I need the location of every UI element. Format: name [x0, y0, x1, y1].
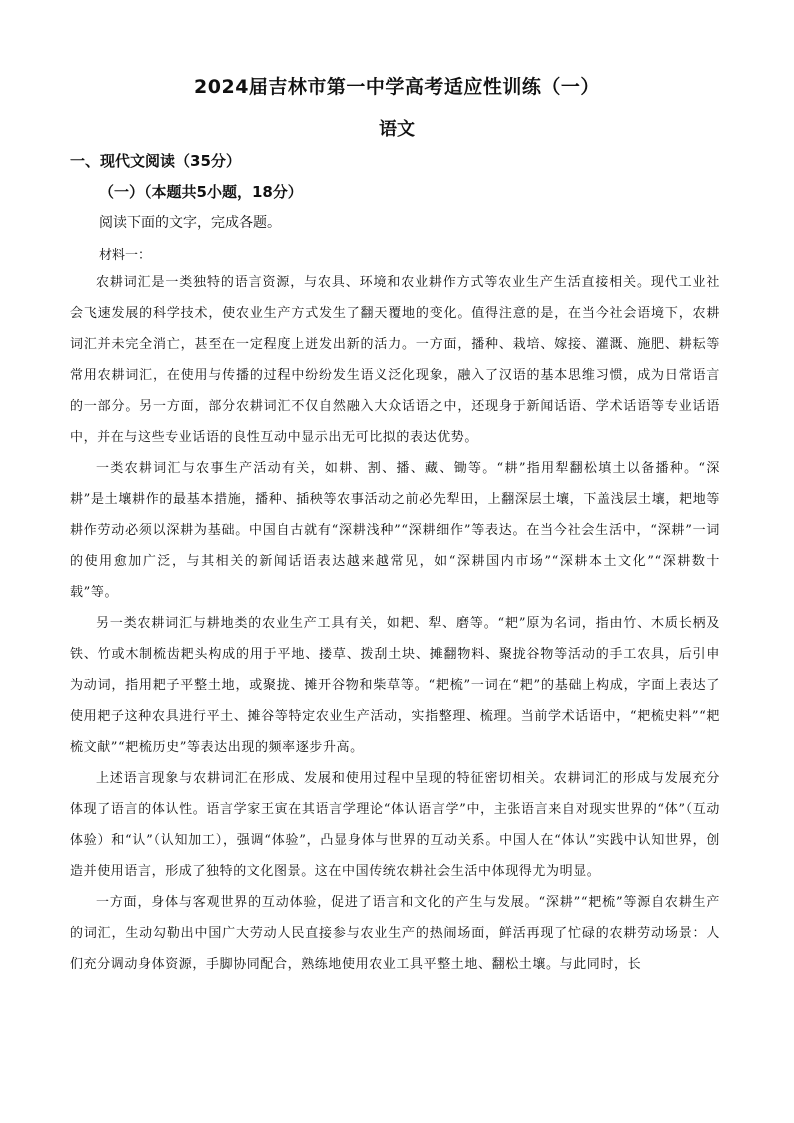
paragraph: 上述语言现象与农耕词汇在形成、发展和使用过程中呈现的特征密切相关。农耕词汇的形成与发展充分体现了语言的体认性。语言学家王寅在其语言学理论“体认语言学”中，主张语言来自对现实世界的“体”（互动体验）和“认”（认知加工），强调“体验”，凸显身体与世界的互动关系。中国人在“体认”实践中认知世界，创造并使用语言，形成了独特的文化图景。这在中国传统农耕社会生活中体现得尤为明显。: [70, 771, 720, 879]
document-subtitle: 语文: [379, 119, 415, 140]
document-title: 2024届吉林市第一中学高考适应性训练（一）: [194, 76, 600, 98]
paragraph: 一方面，身体与客观世界的互动体验，促进了语言和文化的产生与发展。“深耕”“耙梳”等源自农耕生产的词汇，生动勾勒出中国广大劳动人民直接参与农业生产的热闹场面，鲜活再现了忙碌的农耕劳动场景：人们充分调动身体资源，手脚协同配合，熟练地使用农业工具平整土地、翻松土壤。与此同时，长: [70, 895, 720, 972]
section-heading: 一、现代文阅读（35分）: [70, 152, 241, 170]
paragraph: 一类农耕词汇与农事生产活动有关，如耕、割、播、藏、锄等。“耕”指用犁翻松填土以备播种。“深耕”是土壤耕作的最基本措施，播种、插秧等农事活动之前必先犁田，上翻深层土壤，下盖浅层土壤，耙地等耕作劳动必须以深耕为基础。中国自古就有“深耕浅种”“深耕细作”等表达。在当今社会生活中，“深耕”一词的使用愈加广泛，与其相关的新闻话语表达越来越常见，如“深耕国内市场”“深耕本土文化”“深耕数十载”等。: [70, 461, 720, 600]
material-label: 材料一：: [99, 248, 152, 263]
subsection-heading: （一）（本题共5小题，18分）: [99, 183, 303, 201]
paragraph: 另一类农耕词汇与耕地类的农业生产工具有关，如耙、犁、磨等。“耙”原为名词，指由竹、木质长柄及铁、竹或木制梳齿耙头构成的用于平地、搂草、拨刮土块、摊翻物料、聚拢谷物等活动的手工农具，后引申为动词，指用耙子平整土地，或聚拢、摊开谷物和柴草等。“耙梳”一词在“耙”的基础上构成，字面上表达了使用耙子这种农具进行平土、摊谷等特定农业生产活动，实指整理、梳理。当前学术话语中，“耙梳史料”“耙梳文献”“耙梳历史”等表达出现的频率逐步升高。: [70, 616, 720, 755]
reading-instruction: 阅读下面的文字，完成各题。: [99, 215, 281, 231]
paragraph: 农耕词汇是一类独特的语言资源，与农具、环境和农业耕作方式等农业生产生活直接相关。现代工业社会飞速发展的科学技术，使农业生产方式发生了翻天覆地的变化。值得注意的是，在当今社会语境下，农耕词汇并未完全消亡，甚至在一定程度上迸发出新的活力。一方面，播种、栽培、嫁接、灌溉、施肥、耕耘等常用农耕词汇，在使用与传播的过程中纷纷发生语义泛化现象，融入了汉语的基本思维习惯，成为日常语言的一部分。另一方面，部分农耕词汇不仅自然融入大众话语之中，还现身于新闻话语、学术话语等专业话语中，并在与这些专业话语的良性互动中显示出无可比拟的表达优势。: [70, 275, 720, 445]
passage-body: [70, 267, 720, 980]
